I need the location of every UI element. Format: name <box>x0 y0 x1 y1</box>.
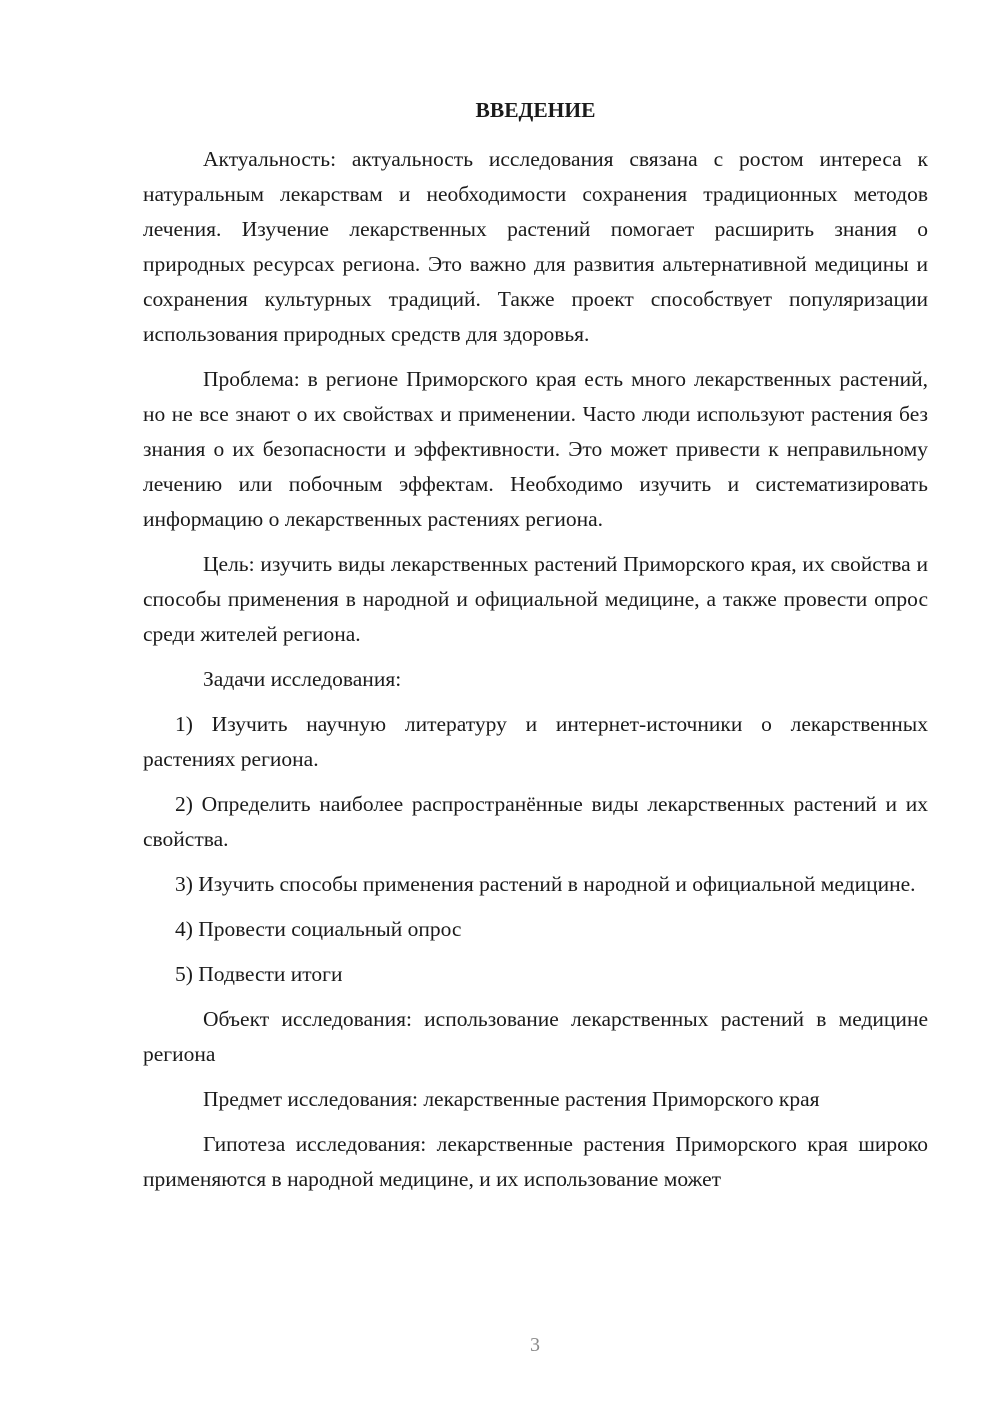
task-item-4: 4) Провести социальный опрос <box>175 917 462 941</box>
paragraph-subject: Предмет исследования: лекарственные растения Приморского края <box>203 1087 820 1111</box>
paragraph-object: Объект исследования: использование лекарственных растений в медицине региона <box>143 1007 928 1066</box>
page-number: 3 <box>530 1334 540 1356</box>
task-item-5: 5) Подвести итоги <box>175 962 343 986</box>
paragraph-relevance: Актуальность: актуальность исследования связана с ростом интереса к натуральным лекарствам и необходимости сохранения традиционных методов лечения. Изучение лекарственных растений помогает расширить знания о природных ресурсах региона. Это важно для развития альтернативной медицины и сохранения культурных традиций. Также проект способствует популяризации использования природных средств для здоровья. <box>143 147 928 346</box>
paragraph-goal: Цель: изучить виды лекарственных растений Приморского края, их свойства и способы применения в народной и официальной медицине, а также провести опрос среди жителей региона. <box>143 552 928 646</box>
section-title: ВВЕДЕНИЕ <box>475 98 596 122</box>
paragraph-hypothesis: Гипотеза исследования: лекарственные растения Приморского края широко применяются в народной медицине, и их использование может <box>143 1132 928 1191</box>
tasks-heading: Задачи исследования: <box>203 667 402 691</box>
task-item-3: 3) Изучить способы применения растений в народной и официальной медицине. <box>175 872 916 896</box>
document-page <box>143 96 928 1207</box>
task-item-1: 1) Изучить научную литературу и интернет-источники о лекарственных растениях региона. <box>143 712 928 771</box>
paragraph-problem: Проблема: в регионе Приморского края есть много лекарственных растений, но не все знают о их свойствах и применении. Часто люди используют растения без знания о их безопасности и эффективности. Это может привести к неправильному лечению или побочным эффектам. Необходимо изучить и систематизировать информацию о лекарственных растениях региона. <box>143 367 928 531</box>
task-item-2: 2) Определить наиболее распространённые виды лекарственных растений и их свойства. <box>143 792 928 851</box>
